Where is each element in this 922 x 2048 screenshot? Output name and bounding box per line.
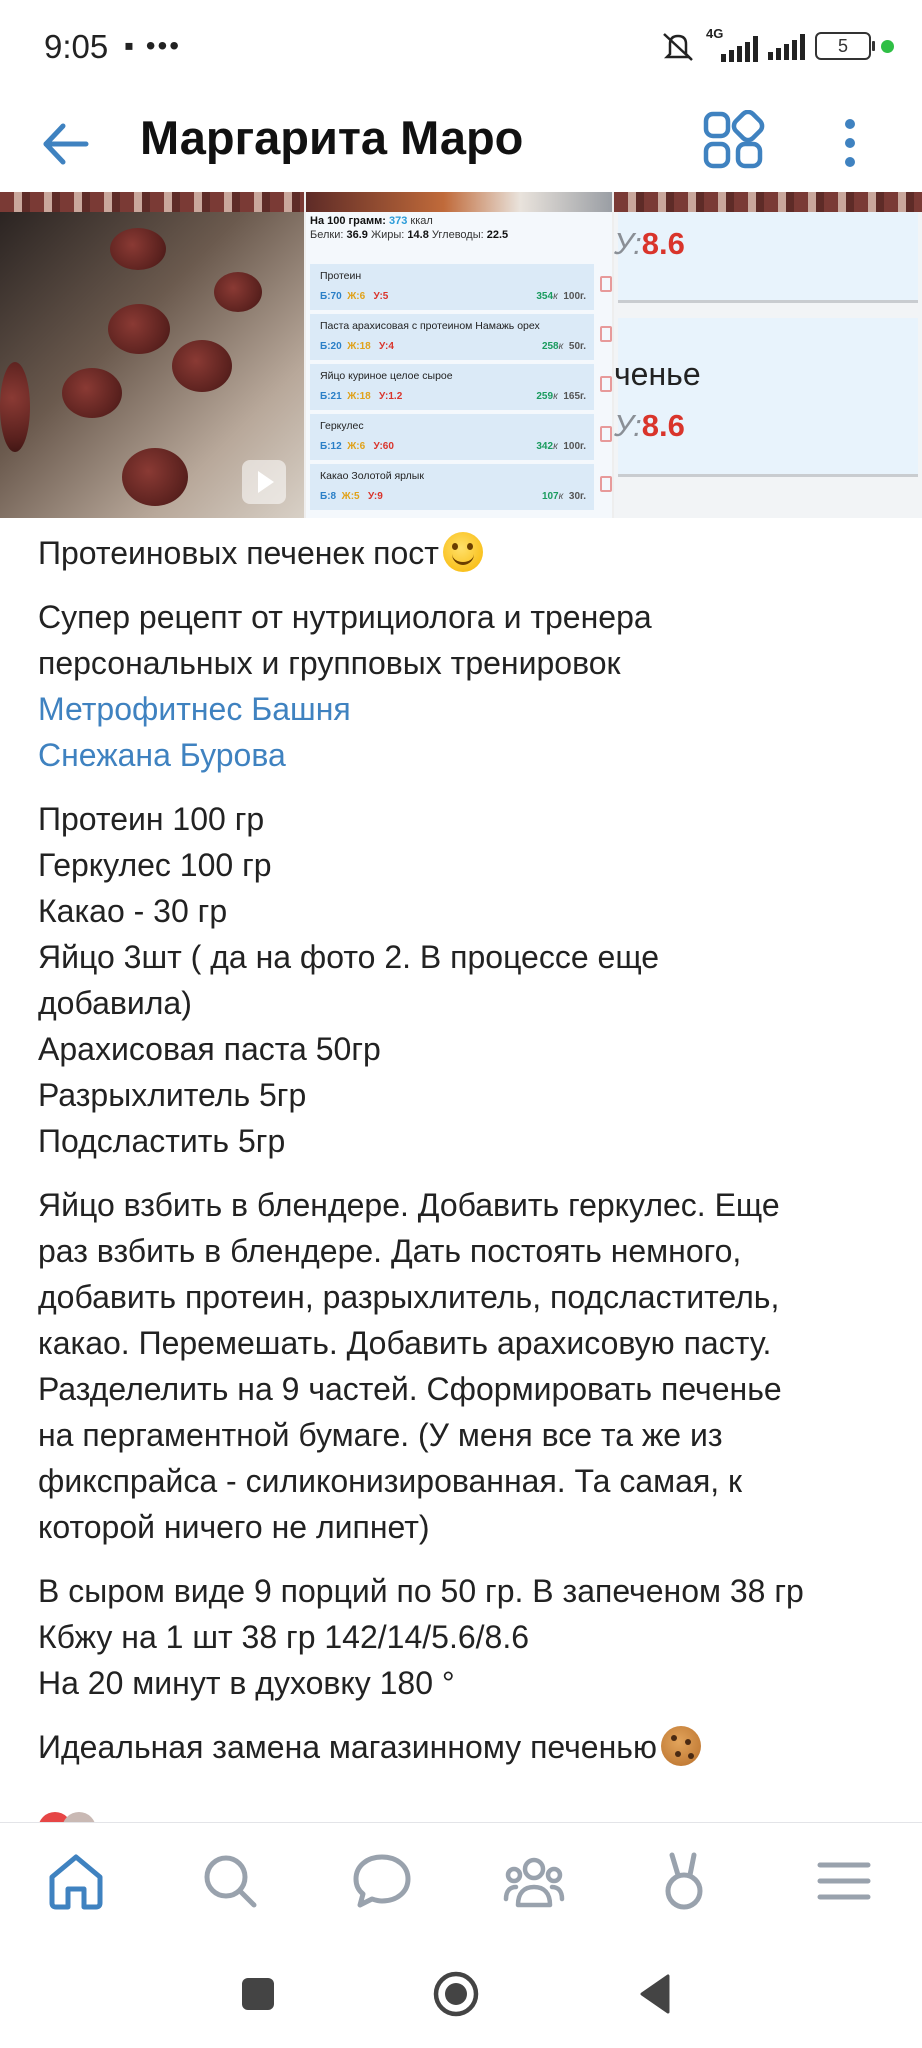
bottom-navigation (0, 1822, 922, 1941)
smile-emoji-icon (443, 532, 483, 572)
photo-nutrition-cards[interactable] (614, 212, 922, 518)
cookie-shape (122, 448, 188, 506)
nutrition-card (618, 318, 918, 477)
network-type: 4G (706, 26, 724, 41)
post-body (38, 530, 898, 1788)
cookie-shape (214, 272, 262, 312)
status-time: 9:05 (44, 28, 109, 65)
notification-icons: ▪ ••• (124, 30, 182, 61)
product-name: ченье (614, 356, 701, 392)
ingredients-list: Протеин 100 гр Геркулес 100 гр Какао - 30 гр Яйцо 3шт ( да на фото 2. В процессе еще добавила) Арахисовая паста 50гр Разрыхлитель 5гр Подсластить 5гр (38, 801, 660, 1159)
back-triangle-icon[interactable] (630, 1968, 682, 2020)
search-icon[interactable] (198, 1849, 262, 1913)
carbs-value: У:8.6 (614, 226, 685, 261)
status-bar (0, 0, 922, 96)
trash-icon[interactable] (600, 476, 612, 492)
post-intro: Супер рецепт от нутрициолога и тренера персональных и групповых тренировок Метрофитнес Башня Снежана Бурова (38, 594, 898, 778)
more-vertical-icon[interactable] (830, 110, 870, 176)
messages-icon[interactable] (350, 1849, 414, 1913)
carbs-value: У:8.6 (614, 408, 685, 443)
cookie-shape (172, 340, 232, 392)
play-icon[interactable] (242, 460, 286, 504)
nutrition-header: На 100 грамм: 373 ккал (310, 215, 433, 227)
cookie-shape (110, 228, 166, 270)
cellular-signal-2 (768, 32, 805, 60)
nutrition-row: Протеин Б:70 Ж:6 У:5 354к 100г. (310, 264, 594, 310)
arrow-left-icon[interactable] (36, 114, 96, 174)
privacy-dot (881, 40, 894, 53)
cellular-signal-1 (706, 26, 758, 62)
photo-edge (0, 192, 304, 212)
nutrition-row: Какао Золотой ярлык Б:8 Ж:5 У:9 107к 30г. (310, 464, 594, 510)
app-header (0, 96, 922, 192)
portions-text: В сыром виде 9 порций по 50 гр. В запеченом 38 гр Кбжу на 1 шт 38 гр 142/14/5.6/8.6 На 20 минут в духовку 180 ° (38, 1573, 804, 1701)
cookie-emoji-icon (661, 1726, 701, 1766)
trash-icon[interactable] (600, 376, 612, 392)
photo-edge (614, 192, 922, 212)
nutrition-row: Яйцо куриное целое сырое Б:21 Ж:18 У:1.2 259к 165г. (310, 364, 594, 410)
nutrition-row: Паста арахисовая с протеином Намажь орех Б:20 Ж:18 У:4 258к 50г. (310, 314, 594, 360)
post-heading: Протеиновых печенек пост (38, 530, 898, 576)
link-snezhana[interactable]: Снежана Бурова (38, 737, 286, 773)
home-icon[interactable] (44, 1849, 108, 1913)
system-navigation (0, 1940, 922, 2048)
method-text: Яйцо взбить в блендере. Добавить геркулес. Еще раз взбить в блендере. Дать постоять немного, добавить протеин, разрыхлитель, подсластитель, какао. Перемешать. Добавить арахисовую пасту. Разделелить на 9 частей. Сформировать печенье на пергаментной бумаге. (У меня все та же из фикспрайса - силиконизированная. Та самая, к которой ничего не липнет) (38, 1187, 782, 1545)
mute-icon (660, 30, 696, 62)
recents-square-icon[interactable] (232, 1968, 284, 2020)
trash-icon[interactable] (600, 276, 612, 292)
status-indicators (660, 26, 894, 66)
link-metrofitness[interactable]: Метрофитнес Башня (38, 691, 351, 727)
closing-text: Идеальная замена магазинному печенью (38, 1724, 898, 1770)
clips-icon[interactable] (652, 1849, 716, 1913)
nutrition-macros: Белки: 36.9 Жиры: 14.8 Углеводы: 22.5 (310, 229, 509, 241)
photo-nutrition-table[interactable] (306, 212, 612, 518)
photo-edge (306, 192, 612, 212)
apps-grid-icon[interactable] (700, 110, 766, 176)
cookie-shape (62, 368, 122, 418)
home-circle-icon[interactable] (430, 1968, 482, 2020)
menu-icon[interactable] (812, 1849, 876, 1913)
photo-cookies-video[interactable] (0, 212, 304, 518)
cookie-shape (108, 304, 170, 354)
friends-icon[interactable] (502, 1849, 566, 1913)
trash-icon[interactable] (600, 426, 612, 442)
page-title: Маргарита Маро (140, 111, 524, 164)
cookie-shape (0, 362, 30, 452)
trash-icon[interactable] (600, 326, 612, 342)
battery-indicator: 5 (815, 32, 871, 60)
photo-gallery (0, 192, 922, 518)
nutrition-row: Геркулес Б:12 Ж:6 У:60 342к 100г. (310, 414, 594, 460)
